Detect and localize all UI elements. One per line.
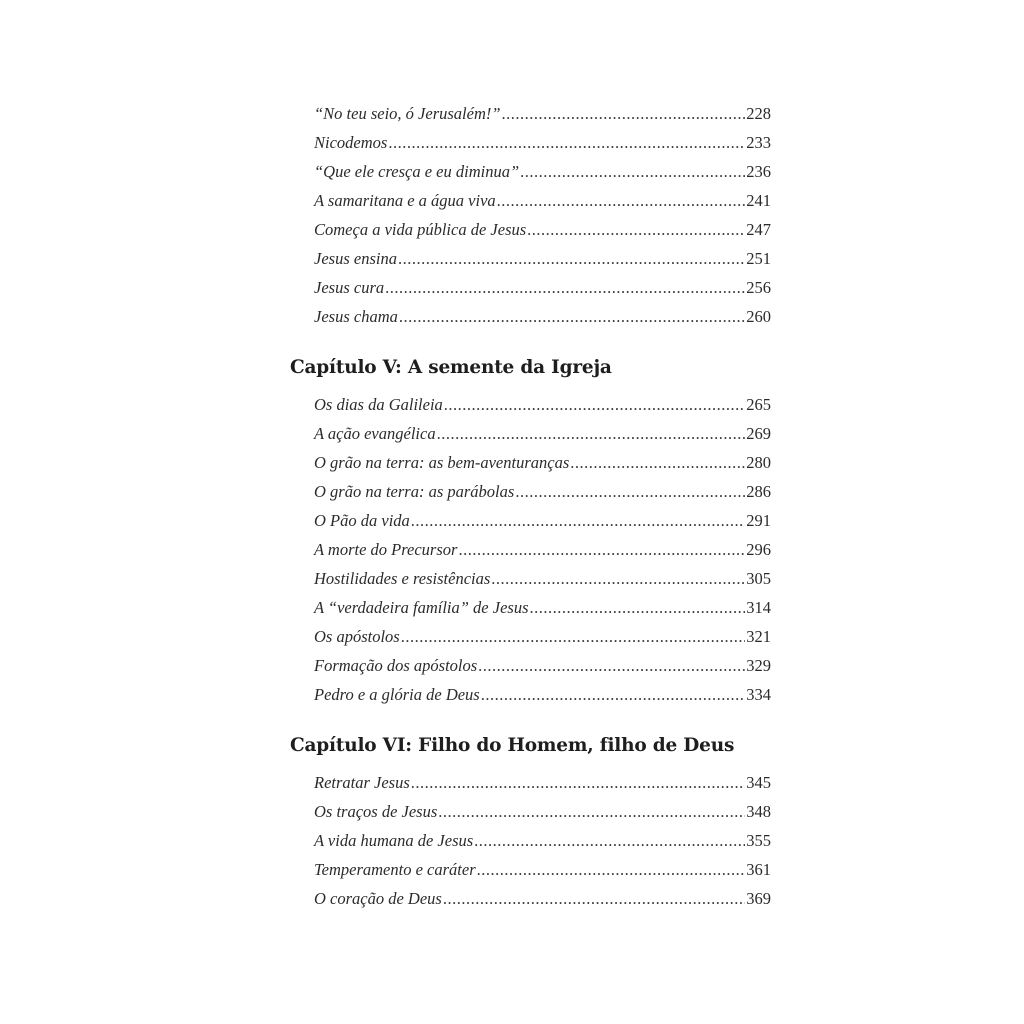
dot-leader bbox=[385, 273, 745, 302]
dot-leader bbox=[458, 535, 745, 564]
toc-entry bbox=[314, 506, 771, 535]
entry-page-number: 291 bbox=[746, 511, 771, 530]
toc-entry bbox=[314, 128, 771, 157]
chapter-heading: Capítulo VI: Filho do Homem, filho de Deus bbox=[290, 735, 735, 756]
entry-page-number: 241 bbox=[746, 191, 771, 210]
dot-leader bbox=[398, 244, 745, 273]
dot-leader bbox=[438, 797, 745, 826]
entry-page-number: 361 bbox=[746, 860, 771, 879]
entry-page-number: 321 bbox=[746, 627, 771, 646]
entry-page-number: 314 bbox=[746, 598, 771, 617]
toc-entry bbox=[314, 651, 771, 680]
dot-leader bbox=[527, 215, 745, 244]
toc-entry bbox=[314, 797, 771, 826]
entry-page-number: 256 bbox=[746, 278, 771, 297]
entry-title: “Que ele cresça e eu diminua” bbox=[314, 162, 520, 181]
entry-page-number: 345 bbox=[746, 773, 771, 792]
entry-title: Nicodemos bbox=[314, 133, 388, 152]
toc-entry bbox=[314, 680, 771, 709]
toc-entry bbox=[314, 302, 771, 331]
toc-entry bbox=[314, 593, 771, 622]
entry-page-number: 251 bbox=[746, 249, 771, 268]
dot-leader bbox=[443, 884, 745, 913]
toc-entry bbox=[314, 884, 771, 913]
entry-title: O grão na terra: as bem-aventuranças bbox=[314, 453, 570, 472]
entry-title: A samaritana e a água viva bbox=[314, 191, 496, 210]
dot-leader bbox=[388, 128, 745, 157]
toc-entry bbox=[314, 535, 771, 564]
dot-leader bbox=[478, 651, 745, 680]
toc-entry bbox=[314, 855, 771, 884]
entry-title: Pedro e a glória de Deus bbox=[314, 685, 480, 704]
entry-title: A morte do Precursor bbox=[314, 540, 458, 559]
entry-page-number: 369 bbox=[746, 889, 771, 908]
entry-page-number: 286 bbox=[746, 482, 771, 501]
chapter-heading: Capítulo V: A semente da Igreja bbox=[290, 357, 612, 378]
entry-title: Os traços de Jesus bbox=[314, 802, 438, 821]
entry-page-number: 355 bbox=[746, 831, 771, 850]
dot-leader bbox=[474, 826, 745, 855]
dot-leader bbox=[437, 419, 746, 448]
dot-leader bbox=[520, 157, 745, 186]
toc-entry bbox=[314, 622, 771, 651]
entry-title: A ação evangélica bbox=[314, 424, 436, 443]
entry-title: Jesus cura bbox=[314, 278, 385, 297]
dot-leader bbox=[444, 390, 745, 419]
toc-entry bbox=[314, 477, 771, 506]
toc-entry bbox=[314, 826, 771, 855]
entry-title: Temperamento e caráter bbox=[314, 860, 476, 879]
toc-entry bbox=[314, 99, 771, 128]
entry-page-number: 305 bbox=[746, 569, 771, 588]
entry-title: Jesus ensina bbox=[314, 249, 397, 268]
entry-title: Os apóstolos bbox=[314, 627, 400, 646]
toc-entry bbox=[314, 390, 771, 419]
dot-leader bbox=[515, 477, 745, 506]
entry-title: Começa a vida pública de Jesus bbox=[314, 220, 527, 239]
entry-page-number: 280 bbox=[746, 453, 771, 472]
toc-entry bbox=[314, 273, 771, 302]
toc-entry bbox=[314, 215, 771, 244]
entry-page-number: 329 bbox=[746, 656, 771, 675]
entry-page-number: 247 bbox=[746, 220, 771, 239]
toc-entry bbox=[314, 244, 771, 273]
entry-title: A vida humana de Jesus bbox=[314, 831, 474, 850]
entry-page-number: 260 bbox=[746, 307, 771, 326]
dot-leader bbox=[481, 680, 746, 709]
dot-leader bbox=[411, 506, 745, 535]
dot-leader bbox=[529, 593, 745, 622]
entry-title: Jesus chama bbox=[314, 307, 398, 326]
dot-leader bbox=[401, 622, 746, 651]
toc-entry bbox=[314, 448, 771, 477]
dot-leader bbox=[502, 99, 746, 128]
entry-page-number: 233 bbox=[746, 133, 771, 152]
dot-leader bbox=[399, 302, 745, 331]
toc-entry bbox=[314, 186, 771, 215]
dot-leader bbox=[491, 564, 745, 593]
entry-page-number: 334 bbox=[746, 685, 771, 704]
entry-page-number: 265 bbox=[746, 395, 771, 414]
entry-page-number: 296 bbox=[746, 540, 771, 559]
entry-page-number: 228 bbox=[746, 104, 771, 123]
toc-entry bbox=[314, 768, 771, 797]
toc-entry bbox=[314, 564, 771, 593]
dot-leader bbox=[477, 855, 746, 884]
entry-title: O coração de Deus bbox=[314, 889, 442, 908]
toc-entry bbox=[314, 157, 771, 186]
entry-title: Os dias da Galileia bbox=[314, 395, 443, 414]
entry-title: “No teu seio, ó Jerusalém!” bbox=[314, 104, 501, 123]
entry-title: O grão na terra: as parábolas bbox=[314, 482, 515, 501]
dot-leader bbox=[411, 768, 745, 797]
dot-leader bbox=[570, 448, 745, 477]
entry-page-number: 348 bbox=[746, 802, 771, 821]
toc-entry bbox=[314, 419, 771, 448]
entry-page-number: 269 bbox=[746, 424, 771, 443]
entry-title: Hostilidades e resistências bbox=[314, 569, 491, 588]
entry-title: A “verdadeira família” de Jesus bbox=[314, 598, 529, 617]
entry-page-number: 236 bbox=[746, 162, 771, 181]
entry-title: Retratar Jesus bbox=[314, 773, 410, 792]
entry-title: O Pão da vida bbox=[314, 511, 410, 530]
dot-leader bbox=[497, 186, 746, 215]
entry-title: Formação dos apóstolos bbox=[314, 656, 478, 675]
